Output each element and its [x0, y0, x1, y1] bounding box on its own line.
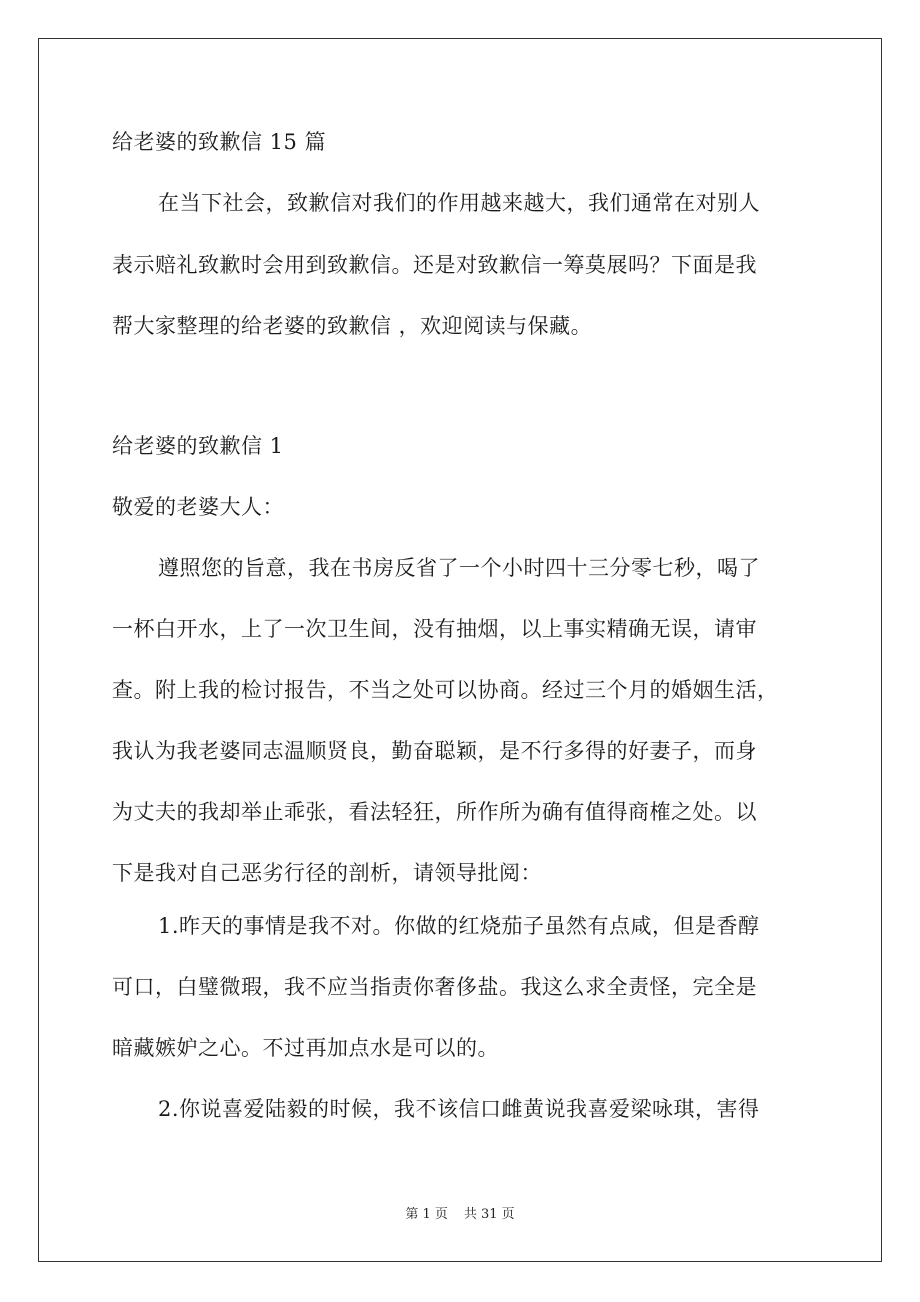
salutation: 敬爱的老婆大人：	[112, 495, 284, 519]
page-number: 第 1 页	[405, 1207, 448, 1222]
paragraph1-line-4: 我认为我老婆同志温顺贤良，勤奋聪颖，是不行多得的好妻子，而身	[112, 739, 757, 763]
item1-line-3: 暗藏嫉妒之心。不过再加点水是可以的。	[112, 1036, 499, 1060]
intro-line-3: 帮大家整理的给老婆的致歉信 ，欢迎阅读与保藏。	[112, 314, 593, 338]
item2-line-1: 2.你说喜爱陆毅的时候，我不该信口雌黄说我喜爱梁咏琪，害得	[158, 1097, 760, 1121]
paragraph1-line-5: 为丈夫的我却举止乖张，看法轻狂，所作所为确有值得商榷之处。以	[112, 800, 757, 824]
page-border	[38, 38, 882, 1262]
paragraph1-line-2: 一杯白开水，上了一次卫生间，没有抽烟，以上事实精确无误，请审	[112, 617, 757, 641]
paragraph1-line-3: 查。附上我的检讨报告，不当之处可以协商。经过三个月的婚姻生活，	[112, 678, 779, 702]
paragraph1-line-1: 遵照您的旨意，我在书房反省了一个小时四十三分零七秒，喝了	[158, 556, 760, 580]
paragraph1-line-6: 下是我对自己恶劣行径的剖析，请领导批阅：	[112, 861, 542, 885]
intro-line-1: 在当下社会，致歉信对我们的作用越来越大，我们通常在对别人	[158, 191, 760, 215]
item1-line-2: 可口，白璧微瑕，我不应当指责你奢侈盐。我这么求全责怪，完全是	[112, 975, 757, 999]
page-total: 共 31 页	[463, 1207, 515, 1222]
page-footer	[0, 1206, 920, 1224]
item1-line-1: 1.昨天的事情是我不对。你做的红烧茄子虽然有点咸，但是香醇	[158, 914, 760, 938]
section-heading: 给老婆的致歉信 1	[112, 434, 284, 458]
document-title: 给老婆的致歉信 15 篇	[112, 130, 327, 154]
intro-line-2: 表示赔礼致歉时会用到致歉信。还是对致歉信一筹莫展吗？下面是我	[112, 253, 757, 277]
